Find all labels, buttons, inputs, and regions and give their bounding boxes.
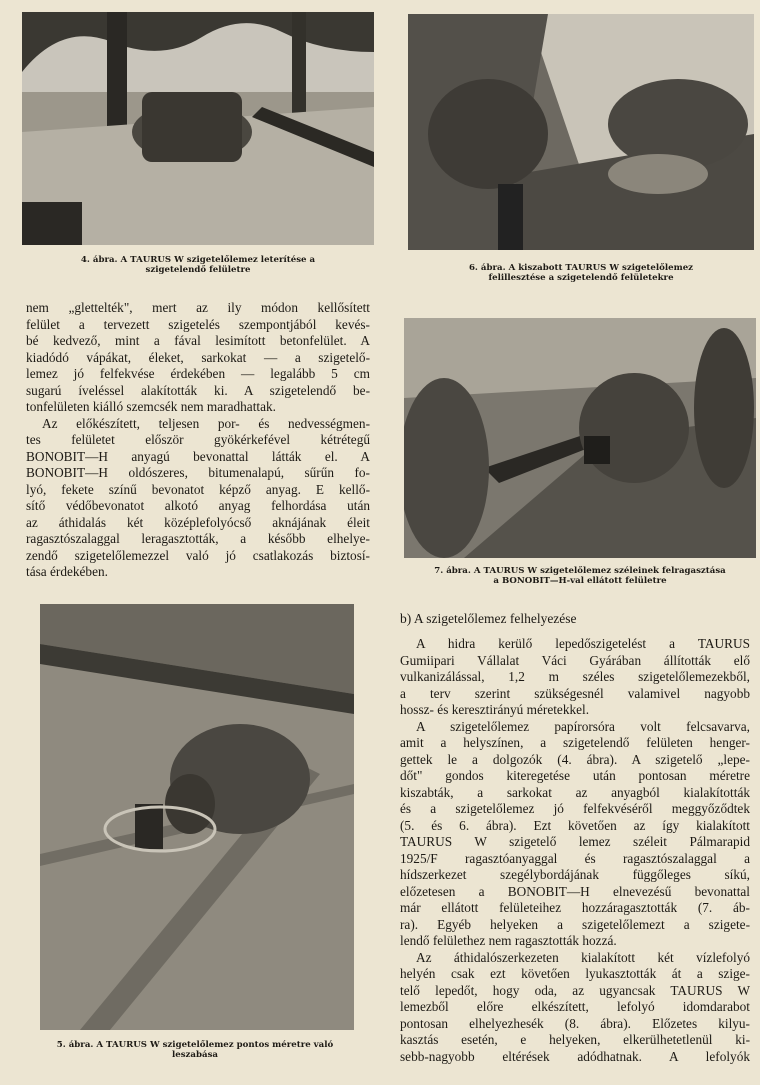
text-line: Gumiipari Vállalat Váci Gyárában állították elő: [400, 652, 750, 668]
text-line: Az előkészített, teljesen por- és nedvességmen-: [42, 415, 370, 431]
text-line: amit a helyszínen, a szigetelendő felületen henger-: [400, 735, 750, 750]
figure-6-caption-line1: 6. ábra. A kiszabott TAURUS W szigetelőlemez: [468, 263, 694, 273]
figure-4-caption: [22, 255, 374, 275]
text-line: hossz- és keresztirányú méretekkel.: [400, 702, 590, 717]
text-line: pontosan elhelyezhesék (8. ábra). Előzetes kilyu-: [400, 1015, 750, 1031]
text-line: lyó, fekete színű bevonatot képző anyag. E kellő-: [26, 481, 370, 497]
figure-4-caption-line1: 4. ábra. A TAURUS W szigetelőlemez leterítése a: [80, 255, 316, 265]
text-line: előzetesen a BONOBIT—H elnevezésű bevonattal: [400, 883, 750, 899]
figure-5-caption: [10, 1040, 380, 1060]
text-line: és a szigetelőlemez jó felfekvéséről meggyőződtek: [400, 801, 750, 816]
text-line: hídszerkezet szegélybordájának függőleges síkú,: [400, 867, 750, 882]
text-line: sebb-nagyobb eltérések adódhatnak. A lefolyók: [400, 1048, 750, 1064]
text-line: kasztás esetén, e helyeken, elkerülhetetlenül ki-: [400, 1032, 750, 1047]
text-line: helyén csak ezt követően lyukasztották át a szige-: [400, 966, 750, 981]
text-line: tása érdekében.: [26, 564, 108, 579]
text-line: nem „glettelték", mert az ily módon kellősített: [26, 300, 370, 315]
text-line: (5. és 6. ábra). Ezt követően az így kialakított: [400, 817, 750, 833]
text-line: tonfelületen kiálló szemcsék nem maradhattak.: [26, 399, 276, 414]
figure-7-caption-line2: a BONOBIT—H-val ellátott felületre: [493, 576, 667, 586]
figure-5-caption-line1: 5. ábra. A TAURUS W szigetelőlemez pontos méretre való: [56, 1040, 334, 1050]
figure-6-photo: [408, 14, 754, 250]
text-line: TAURUS W szigetelő lemez széleit Pálmarapid: [400, 834, 750, 849]
text-line: telő lepedőt, hogy oda, az ugyancsak TAURUS W: [400, 982, 750, 998]
figure-7-photo: [404, 318, 756, 558]
text-line: az áthidalás két középlefolyócső aknájának éleit: [26, 514, 370, 530]
text-line: kiadódó vápákat, éleket, sarkokat — a szigetelő-: [26, 349, 370, 365]
figure-6-caption-line2: felillesztése a szigetelendő felületekre: [488, 273, 674, 283]
text-line: lendő felülethez nem ragasztották hozzá.: [400, 933, 617, 948]
text-line: gettek le a dolgozók (4. ábra). A szigetelő „lepe-: [400, 751, 750, 767]
figure-5-photo: [40, 604, 354, 1030]
figure-4-photo: [22, 12, 374, 245]
text-line: kiszabták, a sarkokat az anyagból kialakították: [400, 784, 750, 800]
figure-4-caption-line2: szigetelendő felületre: [145, 265, 251, 275]
text-line: bé kedvező, mint a fával lesimított betonfelület. A: [26, 333, 370, 348]
text-line: A hidra kerülő lepedőszigetelést a TAURUS: [416, 636, 750, 651]
left-column-text: [26, 300, 370, 581]
section-heading: b) A szigetelőlemez felhelyezése: [400, 611, 577, 626]
text-line: már ellátott felületeihez hozzáragasztották (7. áb-: [400, 900, 750, 915]
text-line: ragasztószalaggal leragasztották, a később elhelye-: [26, 531, 370, 546]
text-line: lemezből előre elkészített, lefolyó idomdarabot: [400, 999, 750, 1014]
text-line: BONOBIT—H oldószeres, bitumenalapú, sűrűn fo-: [26, 465, 370, 480]
figure-7-caption-line1: 7. ábra. A TAURUS W szigetelőlemez széleinek felragasztása: [434, 566, 726, 576]
figure-7-caption: [404, 566, 756, 586]
text-line: 1925/F ragasztóanyaggal és ragasztószalaggal a: [400, 850, 750, 866]
text-line: tes felületet először gyökérkefével kétrétegű: [26, 432, 370, 447]
right-column-text: [400, 636, 750, 1065]
text-line: ra). Egyéb helyeken a szigetelőlemezt a szigete-: [400, 916, 750, 932]
text-line: zendő szigetelőlemezzel való jó csatlakozás biztosí-: [26, 547, 370, 563]
text-line: dőt" gondos kiteregetése után pontosan méretre: [400, 768, 750, 783]
text-line: a terv szerint szükségesnél valamivel nagyobb: [400, 685, 750, 701]
text-line: vulkanizálással, 1,2 m széles szigetelőlemezekből,: [400, 669, 750, 684]
text-line: BONOBIT—H anyagú bevonattal látták el. A: [26, 448, 370, 464]
text-line: sítő védőbevonatot alkotó anyag felhordása után: [26, 498, 370, 513]
text-line: lemez jó felfekvése érdekében — legalább 5 cm: [26, 366, 370, 381]
text-line: A szigetelőlemez papírorsóra volt felcsavarva,: [416, 718, 750, 734]
figure-5-caption-line2: leszabása: [171, 1050, 218, 1060]
figure-6-caption: [408, 263, 754, 283]
text-line: sugarú íveléssel alakították ki. A szigetelendő be-: [26, 382, 370, 398]
text-line: Az áthidalószerkezeten kialakított két vízlefolyó: [416, 949, 750, 965]
text-line: felület a tervezett szigetelés szempontjából kevés-: [26, 316, 370, 332]
